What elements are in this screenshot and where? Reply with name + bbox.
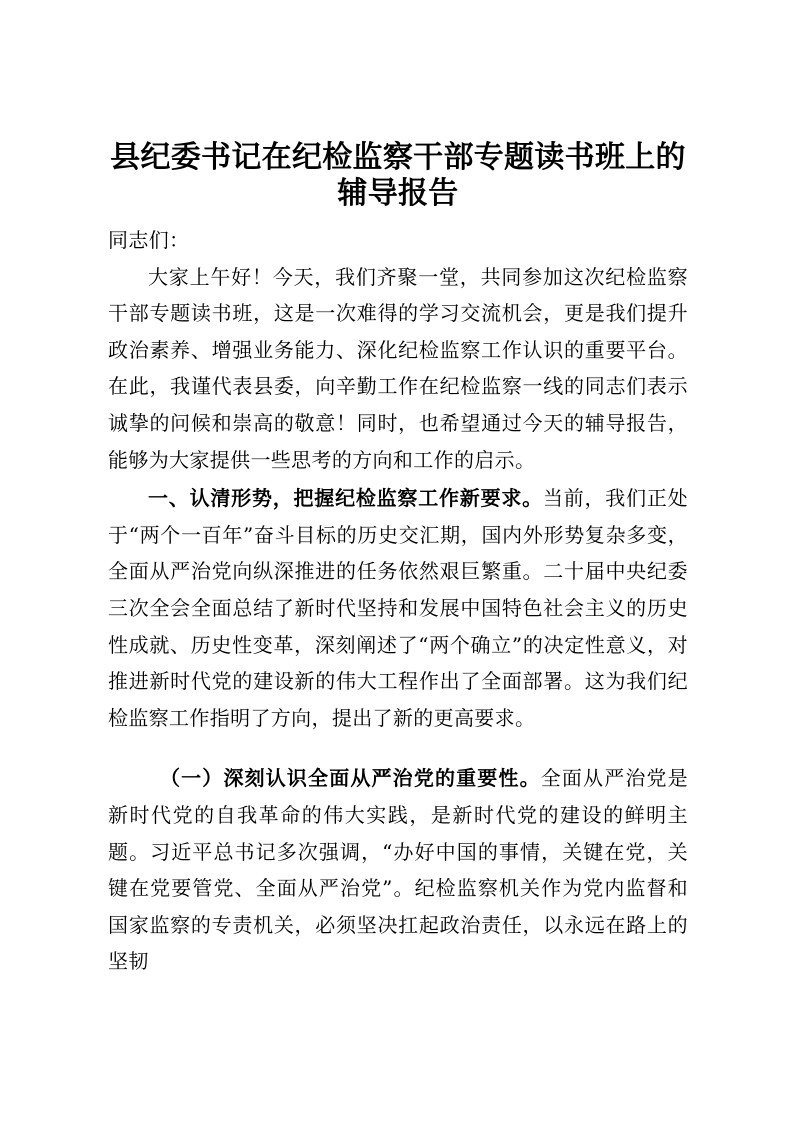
subsection-1-paragraph <box>108 760 688 980</box>
subsection-1-body: 全面从严治党是新时代党的自我革命的伟大实践，是新时代党的建设的鲜明主题。习近平总书记多次强调，“办好中国的事情，关键在党，关键在党要管党、全面从严治党”。纪检监察机关作为党内监督和国家监察的专责机关，必须坚决扛起政治责任，以永远在路上的坚韧 <box>108 766 688 974</box>
document-content <box>108 140 688 980</box>
section-1-body: 当前，我们正处于“两个一百年”奋斗目标的历史交汇期，国内外形势复杂多变，全面从严治党向纵深推进的任务依然艰巨繁重。二十届中央纪委三次全会全面总结了新时代坚持和发展中国特色社会主义的历史性成就、历史性变革，深刻阐述了“两个确立”的决定性意义，对推进新时代党的建设新的伟大工程作出了全面部署。这为我们纪检监察工作指明了方向，提出了新的更高要求。 <box>108 486 689 730</box>
subsection-1-heading: （一）深刻认识全面从严治党的重要性。 <box>160 766 541 791</box>
document-title: 县纪委书记在纪检监察干部专题读书班上的辅导报告 <box>110 140 686 211</box>
section-1-paragraph <box>108 480 688 736</box>
section-1-heading: 一、认清形势，把握纪检监察工作新要求。 <box>148 486 543 511</box>
intro-paragraph: 大家上午好！今天，我们齐聚一堂，共同参加这次纪检监察干部专题读书班，这是一次难得的学习交流机会，更是我们提升政治素养、增强业务能力、深化纪检监察工作认识的重要平台。在此，我谨代表县委，向辛勤工作在纪检监察一线的同志们表示诚挚的问候和崇高的敬意！同时，也希望通过今天的辅导报告，能够为大家提供一些思考的方向和工作的启示。 <box>108 264 688 472</box>
salutation: 同志们： <box>108 228 190 252</box>
